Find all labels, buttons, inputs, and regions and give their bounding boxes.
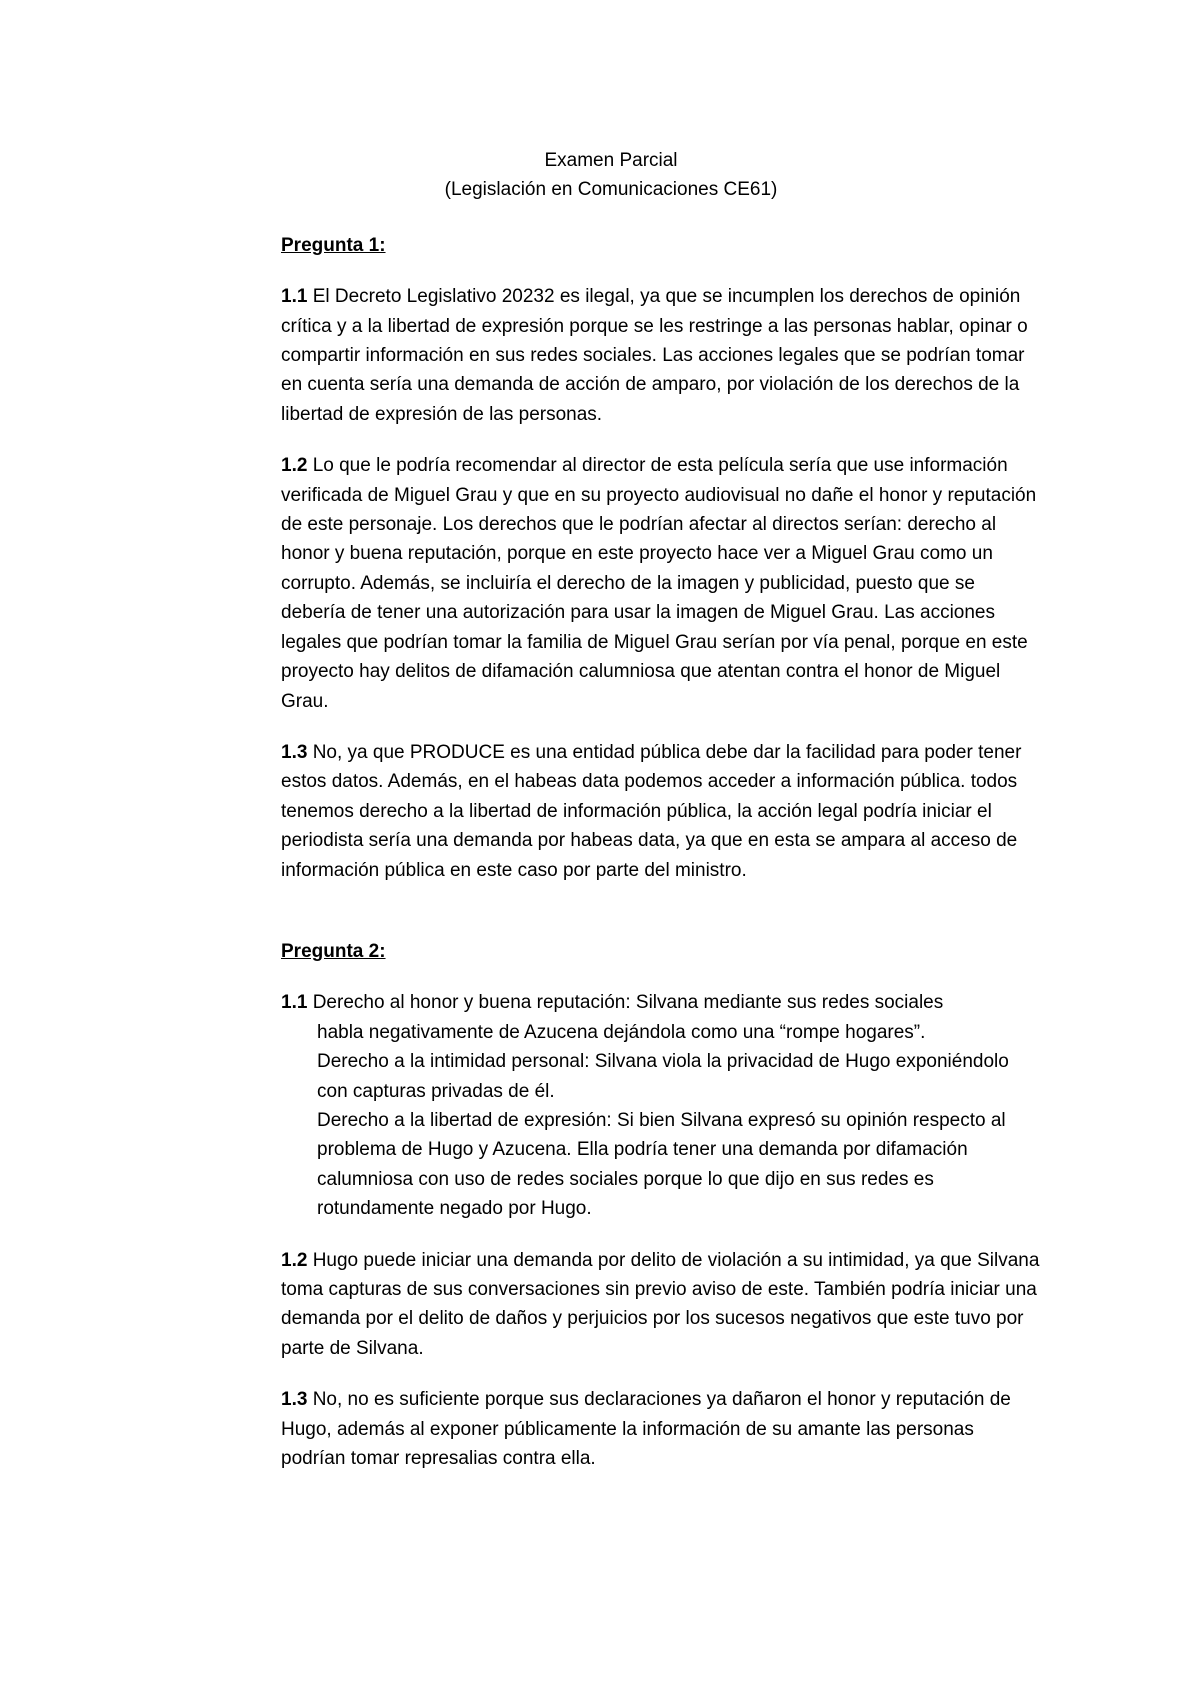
answer-text: El Decreto Legislativo 20232 es ilegal, ya que se incumplen los derechos de opinión crítica y a la libertad de expresión porque se les restringe a las personas hablar, opinar o compartir información en sus redes sociales. Las acciones legales que se podrían tomar en cuenta sería una demanda de acción de amparo, por violación de los derechos de la libertad de expresión de las personas. [281, 286, 1028, 425]
document-subtitle: (Legislación en Comunicaciones CE61) [444, 179, 778, 201]
answer-text: No, ya que PRODUCE es una entidad pública debe dar la facilidad para poder tener estos datos. Además, en el habeas data podemos acceder a información pública. todos tenemos derecho a la libertad de información pública, la acción legal podría iniciar el periodista sería una demanda por habeas data, ya que en esta se ampara al acceso de información pública en este caso por parte del ministro. [281, 741, 1022, 881]
answer-2-2 [281, 1246, 1040, 1364]
answer-sub-item: Derecho a la intimidad personal: Silvana viola la privacidad de Hugo exponiéndolo con capturas privadas de él. [317, 1051, 1009, 1102]
answer-number: 1.1 [281, 286, 308, 308]
answer-text: Hugo puede iniciar una demanda por delito de violación a su intimidad, ya que Silvana toma capturas de sus conversaciones sin previo aviso de este. También podría iniciar una demanda por el delito de daños y perjuicios por los sucesos negativos que este tuvo por parte de Silvana. [281, 1249, 1040, 1359]
answer-1-1 [281, 282, 1040, 429]
answer-1-2 [281, 451, 1040, 716]
answer-first-line [281, 988, 1040, 1017]
answer-number: 1.2 [281, 1249, 308, 1271]
pregunta-2-heading: Pregunta 2: [281, 940, 386, 962]
answer-2-3 [281, 1385, 1040, 1473]
answer-2-1 [281, 988, 1040, 1223]
answer-number: 1.3 [281, 741, 308, 763]
answer-text: Lo que le podría recomendar al director de esta película sería que use información verificada de Miguel Grau y que en su proyecto audiovisual no dañe el honor y reputación de este personaje. Los derechos que le podrían afectar al directos serían: derecho al honor y buena reputación, porque en este proyecto hace ver a Miguel Grau como un corrupto. Además, se incluiría el derecho de la imagen y publicidad, puesto que se debería de tener una autorización para usar la imagen de Miguel Grau. Las acciones legales que podrían tomar la familia de Miguel Grau serían por vía penal, porque en este proyecto hay delitos de difamación calumniosa que atentan contra el honor de Miguel Grau. [281, 455, 1037, 712]
document-title: Examen Parcial [544, 150, 678, 171]
answer-text: Derecho al honor y buena reputación: Silvana mediante sus redes sociales [307, 992, 944, 1014]
section-spacer [281, 885, 1040, 915]
pregunta-1-heading: Pregunta 1: [281, 234, 386, 256]
answer-number: 1.1 [281, 992, 308, 1014]
answer-text: No, no es suficiente porque sus declaraciones ya dañaron el honor y reputación de Hugo, además al exponer públicamente la información de su amante las personas podrían tomar represalias contra ella. [281, 1389, 1011, 1470]
answer-number: 1.2 [281, 455, 308, 477]
answer-1-3 [281, 738, 1040, 885]
answer-sub-item: Derecho a la libertad de expresión: Si bien Silvana expresó su opinión respecto al problema de Hugo y Azucena. Ella podría tener una demanda por difamación calumniosa con uso de redes sociales porque lo que dijo en sus redes es rotundamente negado por Hugo. [317, 1109, 1006, 1220]
answer-number: 1.3 [281, 1389, 308, 1411]
answer-continuation: habla negativamente de Azucena dejándola como una “rompe hogares”. [317, 1021, 926, 1043]
